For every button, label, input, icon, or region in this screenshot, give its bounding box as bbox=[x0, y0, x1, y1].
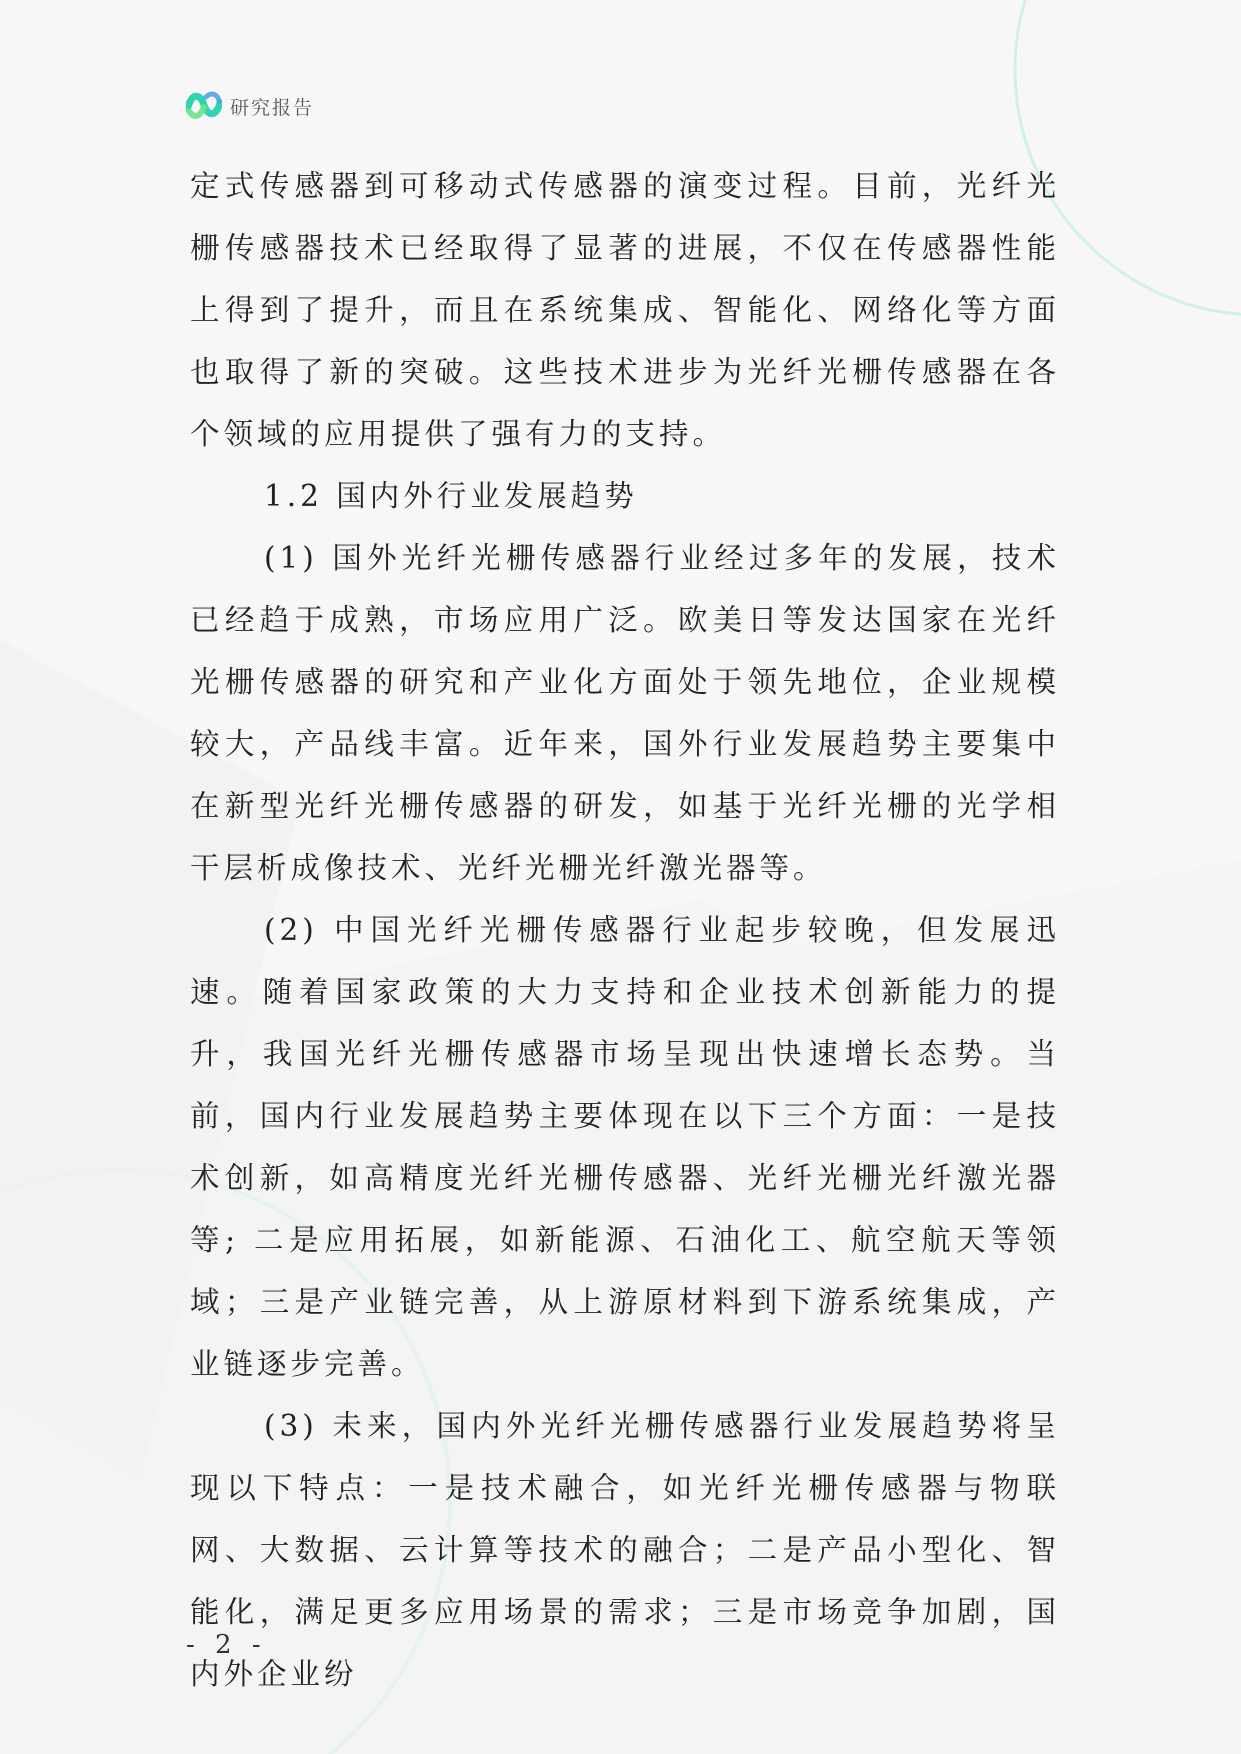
report-header bbox=[186, 86, 314, 126]
paragraph-domestic-trends: (2) 中国光纤光栅传感器行业起步较晚，但发展迅速。随着国家政策的大力支持和企业技术创新能力的提升，我国光纤光栅传感器市场呈现出快速增长态势。当前，国内行业发展趋势主要体现在以下三个方面：一是技术创新，如高精度光纤光栅传感器、光纤光栅光纤激光器等; 二是应用拓展，如新能源、石油化工、航空航天等领域；三是产业链完善，从上游原材料到下游系统集成，产业链逐步完善。 bbox=[190, 913, 1060, 1381]
section-heading: 1.2 国内外行业发展趋势 bbox=[264, 479, 638, 513]
paragraph-future-trends: (3) 未来，国内外光纤光栅传感器行业发展趋势将呈现以下特点：一是技术融合，如光纤光栅传感器与物联网、大数据、云计算等技术的融合；二是产品小型化、智能化，满足更多应用场景的需求；三是市场竞争加剧，国内外企业纷 bbox=[190, 1409, 1060, 1691]
brand-logo-icon bbox=[186, 89, 222, 123]
page-number: - 2 - bbox=[186, 1630, 267, 1660]
header-title: 研究报告 bbox=[230, 96, 315, 119]
paragraph-continuation: 定式传感器到可移动式传感器的演变过程。目前，光纤光栅传感器技术已经取得了显著的进展，不仅在传感器性能上得到了提升，而且在系统集成、智能化、网络化等方面也取得了新的突破。这些技术进步为光纤光栅传感器在各个领域的应用提供了强有力的支持。 bbox=[190, 169, 1060, 451]
report-body bbox=[190, 155, 1060, 1705]
paragraph-foreign-trends: (1) 国外光纤光栅传感器行业经过多年的发展，技术已经趋于成熟，市场应用广泛。欧美日等发达国家在光纤光栅传感器的研究和产业化方面处于领先地位，企业规模较大，产品线丰富。近年来，国外行业发展趋势主要集中在新型光纤光栅传感器的研发，如基于光纤光栅的光学相干层析成像技术、光纤光栅光纤激光器等。 bbox=[190, 541, 1060, 885]
